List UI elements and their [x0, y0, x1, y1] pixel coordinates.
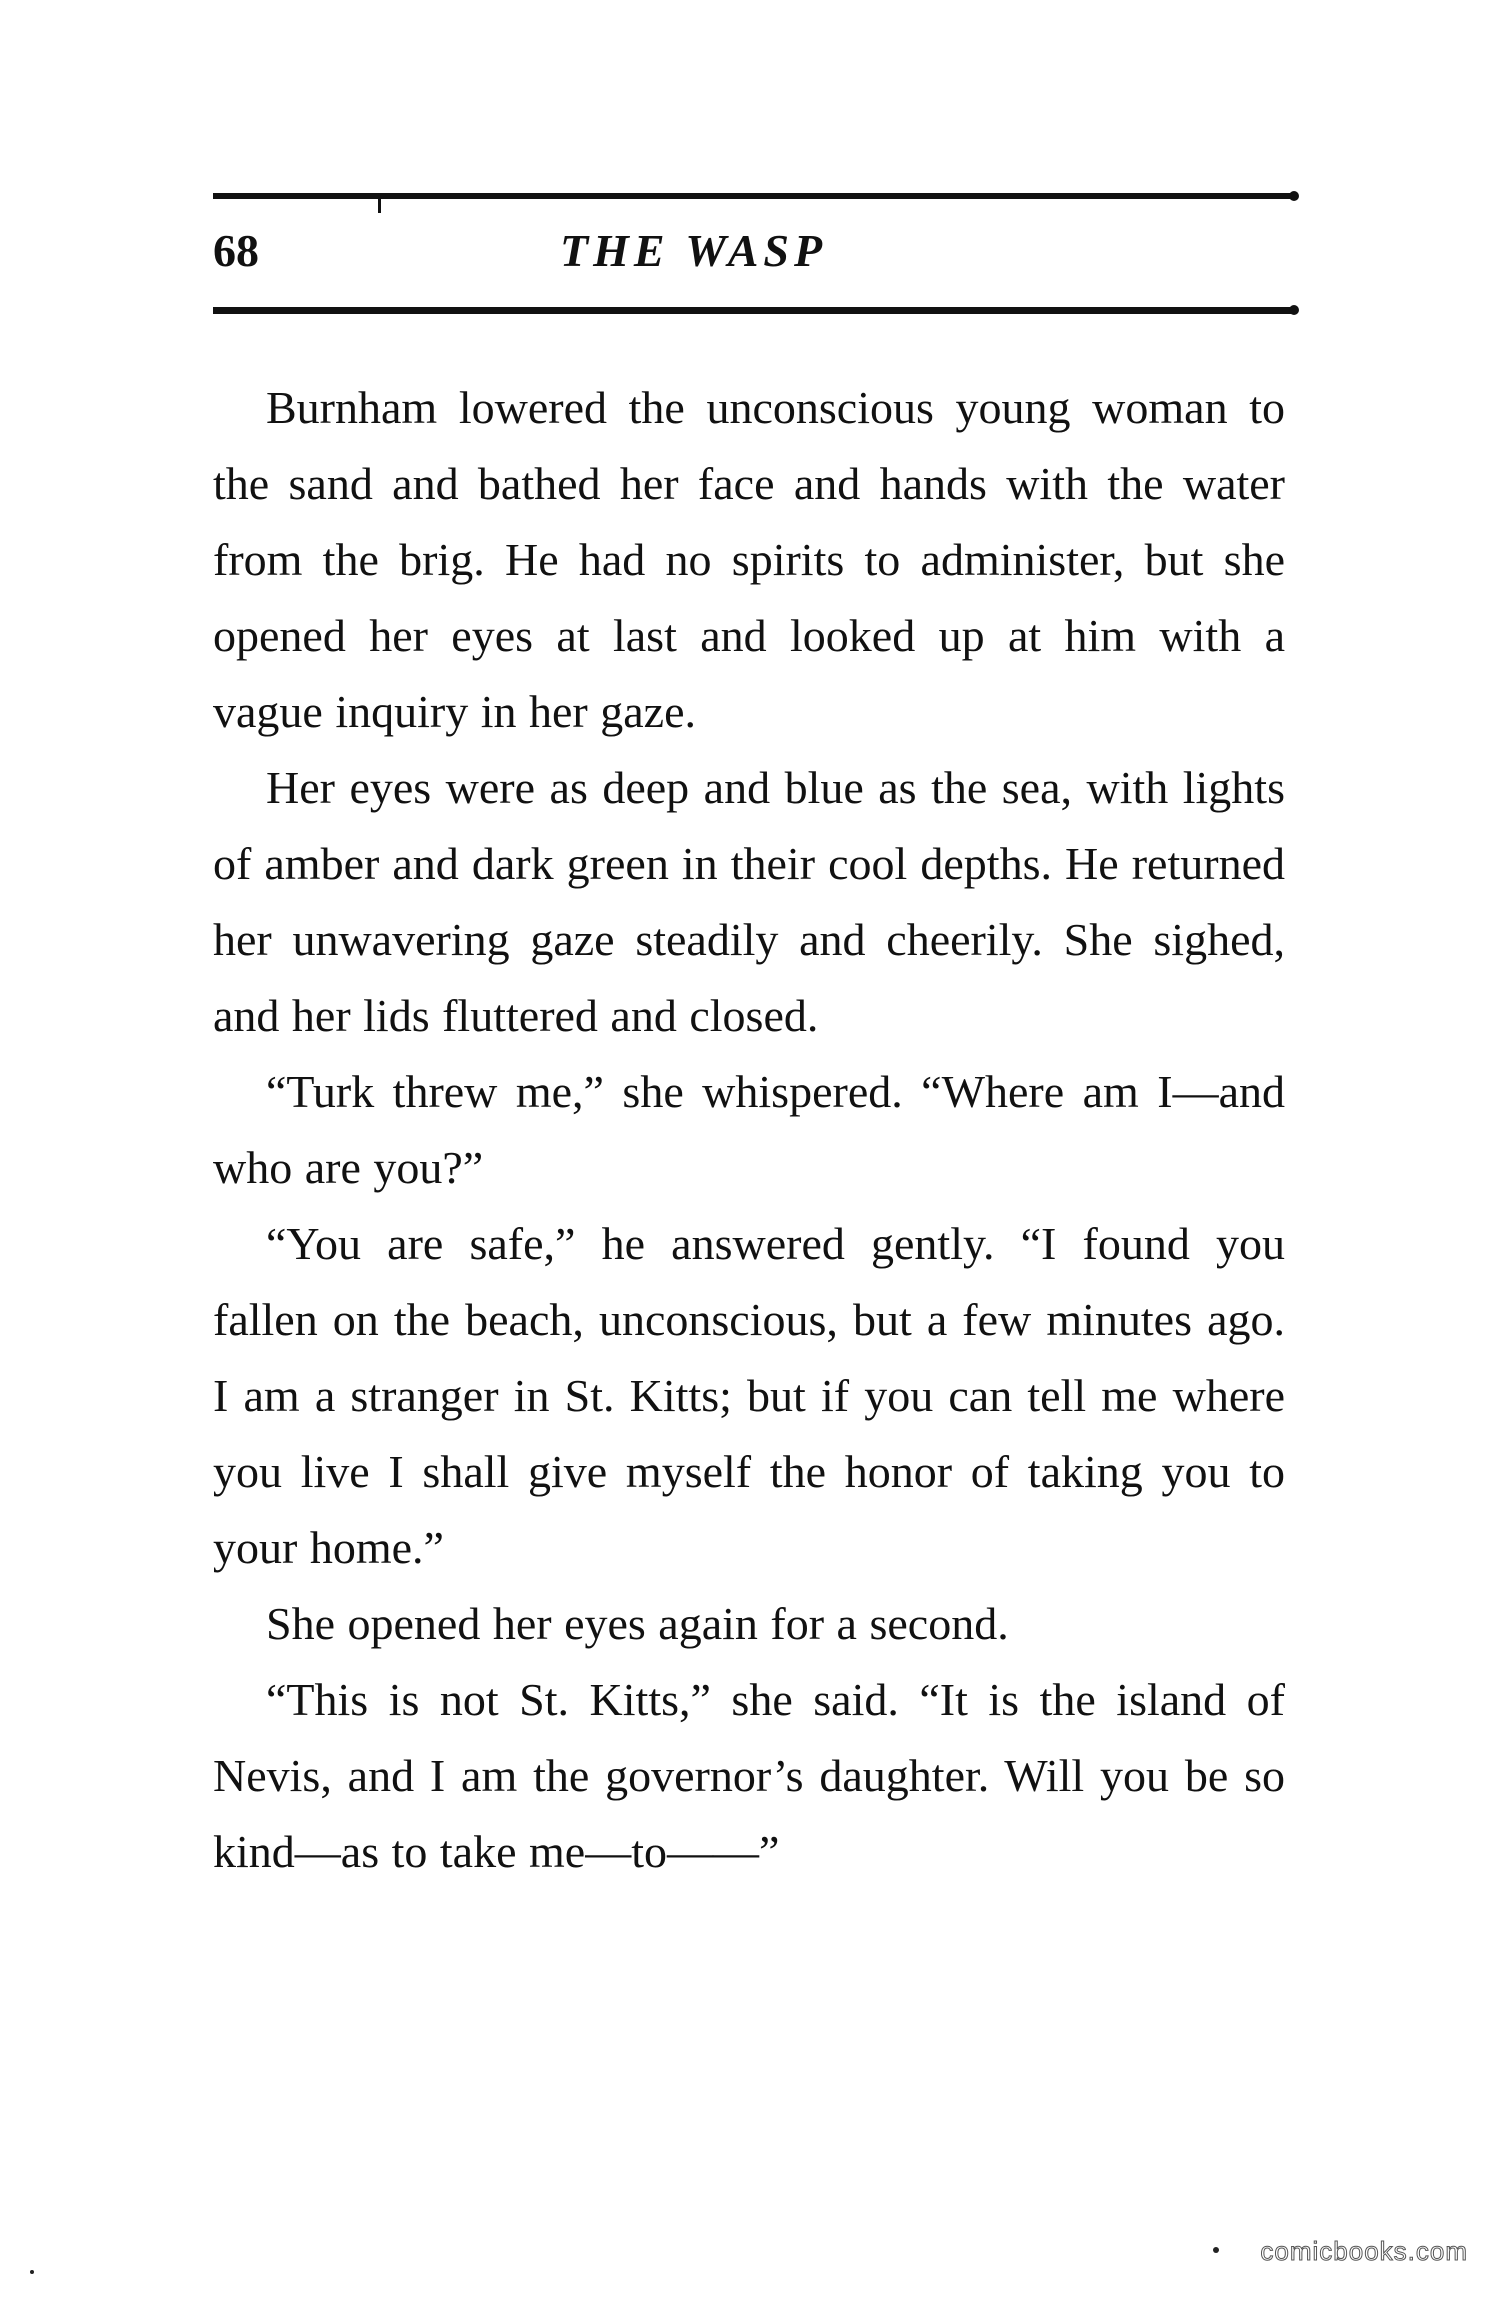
body-text [213, 370, 1285, 1890]
paragraph: “You are safe,” he answered gently. “I found you fallen on the beach, unconscious, but a few minutes ago. I am a stranger in St. Kitts; but if you can tell me where you live I shall give myself the honor of taking you to your home.” [213, 1218, 1285, 1573]
paragraph: Her eyes were as deep and blue as the sea, with lights of amber and dark green in their cool depths. He returned her unwavering gaze steadily and cheerily. She sighed, and her lids fluttered and closed. [213, 762, 1285, 1041]
paragraph: Burnham lowered the unconscious young woman to the sand and bathed her face and hands with the water from the brig. He had no spirits to administer, but she opened her eyes at last and looked up at him with a vague inquiry in her gaze. [213, 382, 1285, 737]
stray-mark [1213, 2247, 1219, 2253]
running-head: THE WASP [560, 225, 828, 276]
stray-mark [30, 2270, 34, 2274]
header-rule-top [213, 193, 1295, 199]
page-number: 68 [213, 225, 259, 276]
paragraph: “Turk threw me,” she whispered. “Where am I—and who are you?” [213, 1066, 1285, 1193]
paragraph: She opened her eyes again for a second. [266, 1598, 1009, 1649]
paragraph: “This is not St. Kitts,” she said. “It is the island of Nevis, and I am the governor’s daughter. Will you be so kind—as to take me—to——” [213, 1674, 1285, 1877]
watermark: comicbooks.com [1260, 2236, 1468, 2266]
header-rule-bottom [213, 307, 1295, 314]
